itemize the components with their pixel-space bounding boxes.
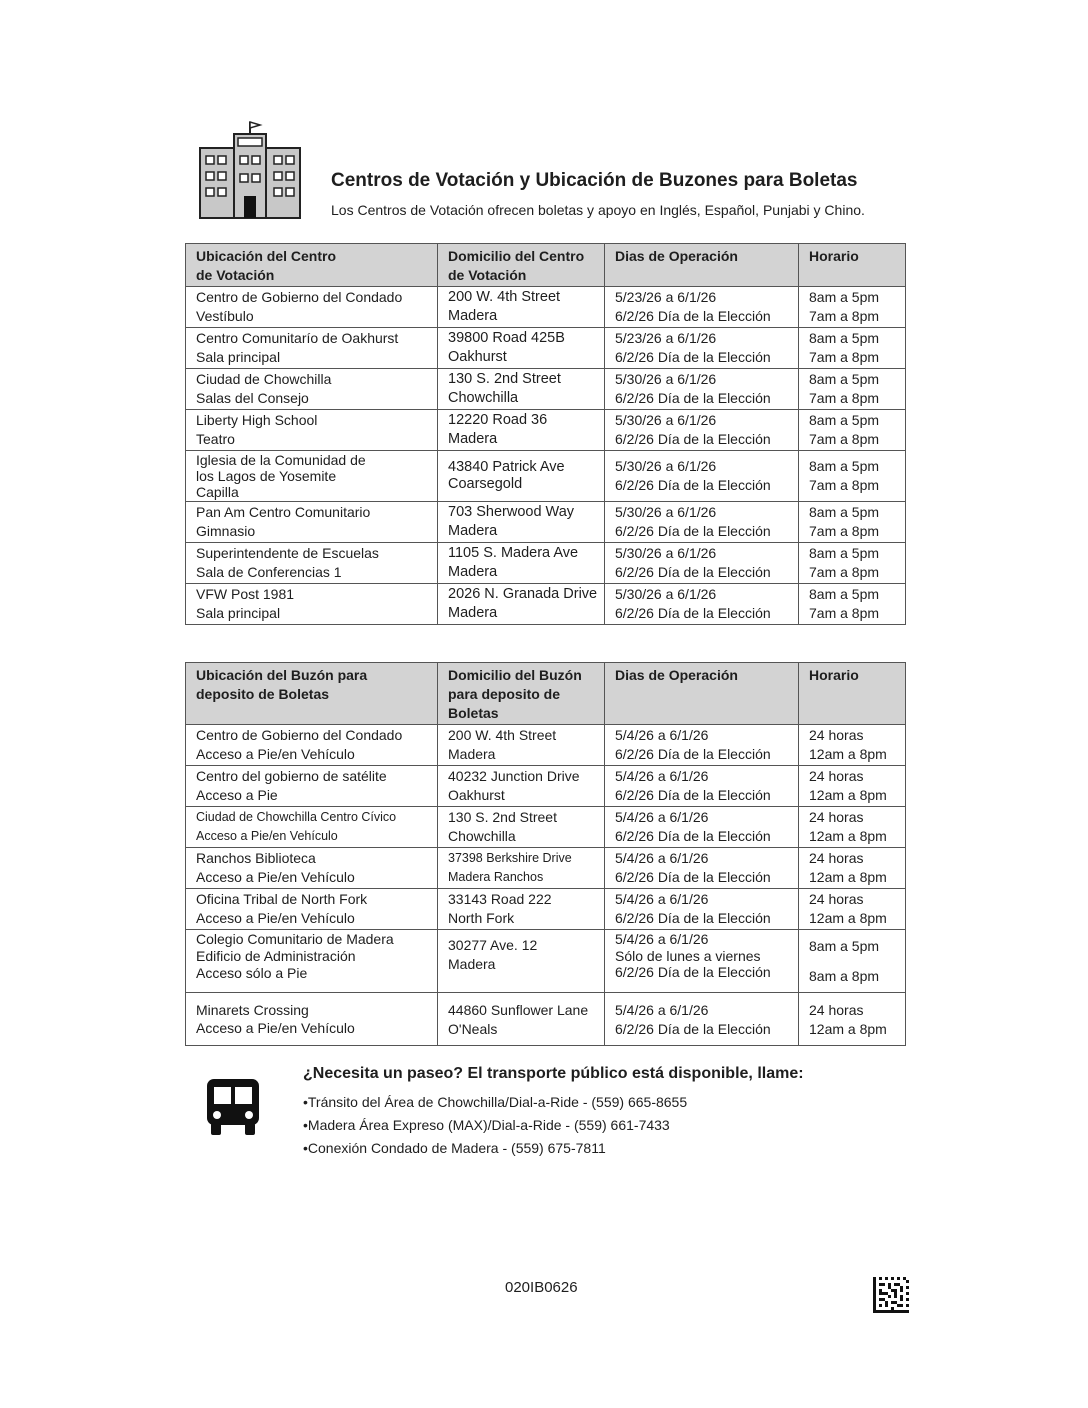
drop-boxes-header-row (186, 663, 906, 725)
hours-cell: 8am a 5pm 7am a 8pm (799, 543, 906, 584)
address-cell: 40232 Junction Drive Oakhurst (438, 766, 605, 807)
transport-heading: ¿Necesita un paseo? El transporte público está disponible, llame: (303, 1065, 804, 1082)
table-row (186, 889, 906, 930)
location-cell: Iglesia de la Comunidad de los Lagos de Yosemite Capilla (186, 451, 438, 502)
hours-cell: 8am a 5pm 8am a 8pm (799, 930, 906, 993)
address-cell: 2026 N. Granada Drive Madera (438, 584, 605, 625)
days-cell: 5/4/26 a 6/1/26 6/2/26 Día de la Elección (605, 766, 799, 807)
address-cell: 200 W. 4th Street Madera (438, 287, 605, 328)
table-row (186, 848, 906, 889)
address-cell: 39800 Road 425B Oakhurst (438, 328, 605, 369)
address-cell: 43840 Patrick Ave Coarsegold (438, 451, 605, 502)
table-row (186, 410, 906, 451)
location-cell: Ciudad de Chowchilla Salas del Consejo (186, 369, 438, 410)
location-cell: Ciudad de Chowchilla Centro Cívico Acceso a Pie/en Vehículo (186, 807, 438, 848)
drop-boxes-table (185, 662, 906, 1046)
address-cell: 130 S. 2nd Street Chowchilla (438, 369, 605, 410)
table-row (186, 766, 906, 807)
bus-icon (205, 1077, 261, 1137)
address-cell: 30277 Ave. 12 Madera (438, 930, 605, 993)
hours-cell: 24 horas 12am a 8pm (799, 889, 906, 930)
address-cell: 12220 Road 36 Madera (438, 410, 605, 451)
address-cell: 44860 Sunflower Lane O'Neals (438, 993, 605, 1046)
address-cell: 37398 Berkshire Drive Madera Ranchos (438, 848, 605, 889)
days-cell: 5/4/26 a 6/1/26 6/2/26 Día de la Elección (605, 807, 799, 848)
column-header-address: Domicilio del Centro de Votación (438, 244, 605, 287)
location-cell: Centro de Gobierno del Condado Vestíbulo (186, 287, 438, 328)
vote-centers-table (185, 243, 906, 625)
table-row (186, 993, 906, 1046)
hours-cell: 24 horas 12am a 8pm (799, 848, 906, 889)
page-title: Centros de Votación y Ubicación de Buzones para Boletas (331, 170, 858, 191)
transport-item: •Madera Área Expreso (MAX)/Dial-a-Ride - (559) 661-7433 (303, 1117, 670, 1133)
location-cell: Centro del gobierno de satélite Acceso a Pie (186, 766, 438, 807)
hours-cell: 8am a 5pm 7am a 8pm (799, 451, 906, 502)
hours-cell: 8am a 5pm 7am a 8pm (799, 328, 906, 369)
days-cell: 5/30/26 a 6/1/26 6/2/26 Día de la Elección (605, 451, 799, 502)
days-cell: 5/4/26 a 6/1/26 6/2/26 Día de la Elección (605, 848, 799, 889)
days-cell: 5/30/26 a 6/1/26 6/2/26 Día de la Elección (605, 502, 799, 543)
days-cell: 5/30/26 a 6/1/26 6/2/26 Día de la Elección (605, 584, 799, 625)
days-cell: 5/23/26 a 6/1/26 6/2/26 Día de la Elección (605, 328, 799, 369)
address-cell: 200 W. 4th Street Madera (438, 725, 605, 766)
table-row (186, 930, 906, 993)
days-cell: 5/30/26 a 6/1/26 6/2/26 Día de la Elección (605, 543, 799, 584)
table-row (186, 807, 906, 848)
transport-list (303, 1091, 687, 1160)
location-cell: Liberty High School Teatro (186, 410, 438, 451)
column-header-days: Dias de Operación (605, 663, 799, 725)
column-header-hours: Horario (799, 663, 906, 725)
hours-cell: 24 horas 12am a 8pm (799, 807, 906, 848)
location-cell: Minarets Crossing Acceso a Pie/en Vehículo (186, 993, 438, 1046)
hours-cell: 24 horas 12am a 8pm (799, 725, 906, 766)
building-icon (198, 120, 304, 220)
page-subtitle: Los Centros de Votación ofrecen boletas y apoyo en Inglés, Español, Punjabi y Chino. (331, 202, 865, 218)
table-row (186, 369, 906, 410)
transport-item: •Conexión Condado de Madera - (559) 675-7811 (303, 1140, 606, 1156)
column-header-hours: Horario (799, 244, 906, 287)
days-cell: 5/4/26 a 6/1/26 6/2/26 Día de la Elección (605, 889, 799, 930)
transport-item: •Tránsito del Área de Chowchilla/Dial-a-Ride - (559) 665-8655 (303, 1094, 688, 1110)
address-cell: 1105 S. Madera Ave Madera (438, 543, 605, 584)
column-header-days: Dias de Operación (605, 244, 799, 287)
location-cell: Ranchos Biblioteca Acceso a Pie/en Vehículo (186, 848, 438, 889)
days-cell: 5/30/26 a 6/1/26 6/2/26 Día de la Elección (605, 369, 799, 410)
days-cell: 5/4/26 a 6/1/26 Sólo de lunes a viernes 6/2/26 Día de la Elección (605, 930, 799, 993)
location-cell: Superintendente de Escuelas Sala de Conferencias 1 (186, 543, 438, 584)
location-cell: VFW Post 1981 Sala principal (186, 584, 438, 625)
table-row (186, 451, 906, 502)
days-cell: 5/4/26 a 6/1/26 6/2/26 Día de la Elección (605, 993, 799, 1046)
days-cell: 5/4/26 a 6/1/26 6/2/26 Día de la Elección (605, 725, 799, 766)
header (198, 120, 918, 220)
hours-cell: 24 horas 12am a 8pm (799, 993, 906, 1046)
days-cell: 5/30/26 a 6/1/26 6/2/26 Día de la Elección (605, 410, 799, 451)
column-header-location: Ubicación del Centro de Votación (186, 244, 438, 287)
hours-cell: 8am a 5pm 7am a 8pm (799, 584, 906, 625)
column-header-location: Ubicación del Buzón para deposito de Boletas (186, 663, 438, 725)
hours-cell: 8am a 5pm 7am a 8pm (799, 410, 906, 451)
location-cell: Colegio Comunitario de Madera Edificio de Administración Acceso sólo a Pie (186, 930, 438, 993)
days-cell: 5/23/26 a 6/1/26 6/2/26 Día de la Elección (605, 287, 799, 328)
qr-code-icon (873, 1277, 909, 1313)
location-cell: Pan Am Centro Comunitario Gimnasio (186, 502, 438, 543)
vote-centers-header-row (186, 244, 906, 287)
transport-section (205, 1065, 905, 1165)
location-cell: Centro de Gobierno del Condado Acceso a Pie/en Vehículo (186, 725, 438, 766)
address-cell: 703 Sherwood Way Madera (438, 502, 605, 543)
hours-cell: 24 horas 12am a 8pm (799, 766, 906, 807)
document-code: 020IB0626 (505, 1279, 578, 1296)
table-row (186, 725, 906, 766)
hours-cell: 8am a 5pm 7am a 8pm (799, 287, 906, 328)
table-row (186, 584, 906, 625)
hours-cell: 8am a 5pm 7am a 8pm (799, 369, 906, 410)
location-cell: Centro Comunitarío de Oakhurst Sala principal (186, 328, 438, 369)
location-cell: Oficina Tribal de North Fork Acceso a Pie/en Vehículo (186, 889, 438, 930)
table-row (186, 287, 906, 328)
table-row (186, 543, 906, 584)
table-row (186, 328, 906, 369)
table-row (186, 502, 906, 543)
address-cell: 33143 Road 222 North Fork (438, 889, 605, 930)
hours-cell: 8am a 5pm 7am a 8pm (799, 502, 906, 543)
address-cell: 130 S. 2nd Street Chowchilla (438, 807, 605, 848)
column-header-address: Domicilio del Buzón para deposito de Boletas (438, 663, 605, 725)
